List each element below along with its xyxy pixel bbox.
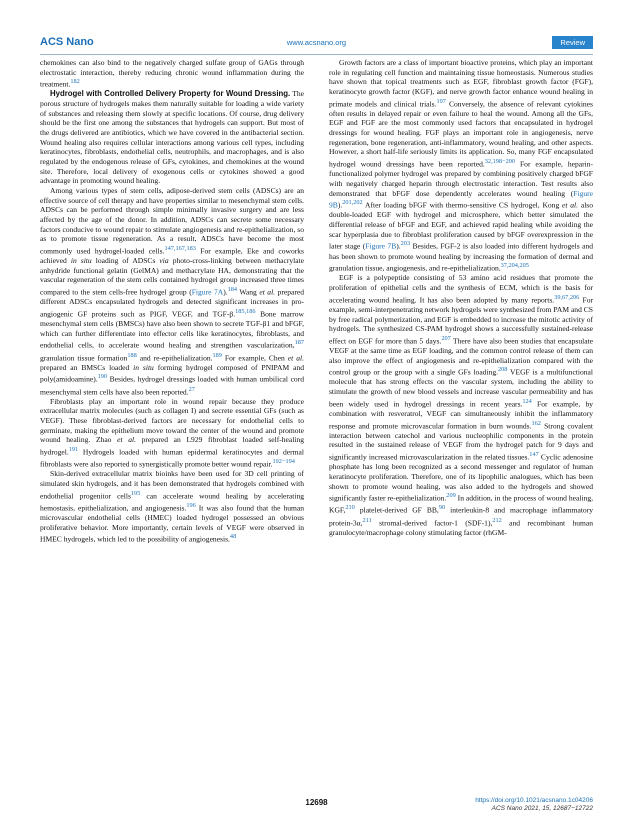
doi-link[interactable]: https://doi.org/10.1021/acsnano.1c04206 (475, 797, 593, 804)
citation-ref[interactable]: 192−194 (272, 458, 295, 466)
citation-ref[interactable]: 184 (227, 286, 238, 294)
citation-ref[interactable]: 207 (441, 334, 451, 342)
paragraph: EGF is a polypeptide consisting of 53 amino acid residues that promote the proliferation of epithelial cells and the synthesis of ECM, which is the basis for accelerating wound healing. It has also been adopted by many reports.$^{39,67,206}$ For example, semi-interpenetrating network hydrogels were synthesized from PAM and CS by free radical polymerization, and EGF is embedded to increase the mitotic activity of hydrogels. The synthesized CS-PAM hydrogel shows a successfully sustained-release effect on EGF for more than 5 days.$^{207}$ There have also been studies that encapsulate VEGF at the same time as EGF loading, and the common control release of them can also improve the effect of angiogenesis and re-epithelialization compared with the control group or the group with a single GFs loading.$^{208}$ VEGF is a multifunctional molecule that has strong effects on the vascular system, including the ability to stimulate the growth of new blood vessels and increase vascular permeability and has been widely used in hydrogel dressings in recent years.$^{124}$ For example, by combination with resveratrol, VEGF can simultaneously inhibit the inflammatory response and promote microvascular formation in burn wounds.$^{162}$ Strong covalent interaction between catechol and various nucleophilic components in the protein resulted in the sustained release of VEGF from the hydrogel patch for 9 days and significantly increased microvascularization in the related tissues.$^{147}$ Cyclic adenosine phosphate has long been recognized as a second messenger and regulator of human keratinocyte proliferation. Therefore, one of its lipophilic analogues, which has been shown to promote wound healing, was also added to the hydrogels and showed significantly faster re-epithelialization.$^{209}$ In addition, in the process of wound healing, KGF,$^{210}$ platelet-derived GF BB,$^{90}$ interleukin-8 and macrophage inflammatory protein-3α,$^{211}$ stromal-derived factor-1 (SDF-1),$^{212}$ and recombinant human granulocyte/macrophage colony stimulating factor (rhGM- (329, 273, 593, 537)
paragraph: Fibroblasts play an important role in wound repair because they produce extracellular matrix molecules (such as collagen I) and secrete essential GFs (such as VEGF). These fibroblast-derived factors are necessary for endothelial cells to germinate, making the epithelium move toward the center of the wound and promote wound healing. Zhao et al. prepared an L929 fibroblast loaded self-healing hydrogel.$^{191}$ Hydrogels loaded with human epidermal keratinocytes and dermal fibroblasts were also reported to synergistically promote better wound repair.$^{192-194}$ (40, 396, 304, 469)
citation-ref[interactable]: 191 (68, 446, 79, 454)
paragraph: Hydrogel with Controlled Delivery Property for Wound Dressing. The porous structure of hydrogels makes them naturally suitable for loading a wide variety of substances and releasing them slowly at specific locations. Of course, drug delivery should be the first one among the substances that hydrogels can support. But most of the drugs delivered are antibiotics, which we have covered in the antibacterial section. Wound healing also requires cellular interactions among various cell types, including keratinocytes, fibroblasts, endothelial cells, neutrophils, and macrophages, and is also regulated by the endogenous release of GFs, cytokines, and chemokines at the wound site. Therefore, local delivery of exogenous cells or cytokines showed a good advantage in promoting wound healing. (40, 89, 305, 186)
left-column (40, 58, 304, 545)
citation-text: ACS Nano 2021, 15, 12687−12722 (491, 805, 593, 812)
citation-ref[interactable]: 185,186 (235, 307, 256, 315)
citation-ref[interactable]: 210 (345, 504, 355, 512)
paragraph: Growth factors are a class of important bioactive proteins, which play an important role in regulating cell function and maintaining tissue homeostasis. Numerous studies have shown that topical treatments such as EGF, fibroblast growth factor (FGF), keratinocyte growth factor (KGF), and nerve growth factor enhance wound healing in primate models and clinical trials.$^{197}$ Conversely, the absence of relevant cytokines often results in delayed repair or even failure to heal the wound. Among all the GFs, EGF and FGF are the most commonly used factors that encapsulated in hydrogel dressings for wound healing. FGF plays an important role in angiogenesis, nerve regeneration, bone regeneration, anti-inflammatory, wound healing, and other aspects. However, a short half-life seriously limits its application. So, many FGF encapsulated hydrogel wound dressings have been reported.$^{32,198-200}$ For example, heparin-functionalized polymer hydrogel was prepared by combining positively charged bFGF with negatively charged heparin through electrostatic interaction. Test results also demonstrated that bFGF dose dependently accelerates wound healing (Figure 9B).$^{201,202}$ After loading bFGF with thermo-sensitive CS hydrogel, Kong et al. also double-loaded EGF with hydrogel and microsphere, which better simulated the differential release of bFGF and EGF, and achieved rapid healing while avoiding the scar hyperplasia due to fibroblast proliferation caused by bFGF overexpression in the later stage (Figure 7B).$^{203}$ Besides, FGF-2 is also loaded into different hydrogels and has been shown to promote wound healing by increasing the formation of dermal and granulation tissue, angiogenesis, and re-epithelialization.$^{37,204,205}$ (329, 58, 594, 273)
citation-ref[interactable]: 39,67,206 (554, 293, 580, 301)
citation-ref[interactable]: 187 (294, 339, 304, 347)
citation-ref[interactable]: 48 (229, 533, 237, 541)
citation-ref[interactable]: 27 (188, 385, 195, 393)
right-column (329, 58, 593, 537)
citation-ref[interactable]: 37,204,205 (500, 262, 529, 270)
citation-ref[interactable]: 209 (446, 492, 456, 500)
citation-ref[interactable]: 196 (186, 501, 196, 509)
citation-ref[interactable]: 162 (531, 419, 541, 427)
citation-ref[interactable]: 188 (127, 351, 137, 359)
figure-link[interactable]: Figure 7B (365, 241, 397, 251)
citation-ref[interactable]: 90 (438, 504, 446, 512)
journal-name[interactable]: ACS Nano (40, 36, 94, 48)
citation-ref[interactable]: 212 (492, 516, 502, 524)
figure-link[interactable]: Figure 7A (191, 287, 224, 297)
header-bar (40, 36, 593, 52)
citation-ref[interactable]: 124 (522, 397, 532, 405)
header-divider (40, 54, 593, 55)
citation-ref[interactable]: 147 (529, 451, 539, 459)
page-number: 12698 (305, 798, 328, 807)
citation-ref[interactable]: 203 (400, 240, 411, 248)
citation-ref[interactable]: 201,202 (342, 199, 363, 207)
citation-ref[interactable]: 211 (362, 516, 372, 524)
figure-link[interactable]: Figure 9B (329, 188, 593, 210)
citation-ref[interactable]: 190 (97, 373, 108, 381)
paragraph: chemokines can also bind to the negatively charged sulfate group of GAGs through electrostatic interaction, thereby reducing chronic wound inflammation during the treatment.$^{182}$ (40, 58, 304, 89)
journal-url[interactable]: www.acsnano.org (286, 38, 347, 47)
citation-ref[interactable]: 182 (70, 78, 80, 86)
citation-ref[interactable]: 195 (130, 489, 141, 497)
citation-ref[interactable]: 208 (497, 366, 508, 374)
article-type-badge: Review (552, 36, 593, 49)
paragraph: Skin-derived extracellular matrix bioinks have been used for 3D cell printing of simulated skin hydrogels, and it has been demonstrated that hydrogels combined with endothelial progenitor cells$^{195}$ can accelerate wound healing by accelerating hemostasis, epithelialization, and angiogenesis.$^{196}$ It was also found that the human microvascular endothelial cells (HMEC) loaded hydrogel possessed an obvious proliferative behavior. More importantly, certain levels of VEGF were observed in HMEC hydrogels, which led to the possibility of angiogenesis.$^{48}$ (40, 469, 305, 544)
section-heading: Hydrogel with Controlled Delivery Property for Wound Dressing. (50, 89, 291, 99)
footer-citation (475, 797, 593, 813)
citation-ref[interactable]: 197 (436, 97, 446, 105)
paragraph: Among various types of stem cells, adipose-derived stem cells (ADSCs) are an effective source of cell therapy and have properties similar to mesenchymal stem cells. ADSCs can be performed through simple minimally invasive surgery and are less affected by the age of the donor. In addition, ADSCs can secrete some necessary factors conducive to wound repair to stimulate angiogenesis and re-epithelialization, so as to promote tissue regeneration. As a result, ADSCs have become the most commonly used hydrogel-loaded cells.$^{147,167,183}$ For example, Eke and coworks achieved in situ loading of ADSCs via photo-cross-linking between methacrylate anhydride functional gelatin (GelMA) and methacrylate HA, demonstrating that the vascular regeneration of the stem cells contained hydrogel group increased three times compared to the stem cells-free hydrogel group (Figure 7A).$^{184}$ Wang et al. prepared different ADSCs encapsulated hydrogels and detected significant increases in pro-angiogenic GF proteins such as PIGF, VEGF, and TGF-β.$^{185,186}$ Bone marrow mesenchymal stem cells (BMSCs) have also been shown to secrete TGF-β1 and bFGF, which can further differentiate into effector cells like keratinocytes, fibroblasts, and endothelial cells, to accelerate wound healing and strengthen vascularization,$^{187}$ granulation tissue formation$^{188}$ and re-epithelialization.$^{189}$ For example, Chen et al. prepared an BMSCs loaded in situ forming hydrogel composed of PNIPAM and poly(amidoamine).$^{190}$ Besides, hydrogel dressings loaded with human umbilical cord mesenchymal stem cells have also been reported.$^{27}$ (40, 186, 304, 397)
citation-ref[interactable]: 147,167,183 (164, 244, 196, 252)
citation-ref[interactable]: 32,198−200 (484, 158, 516, 166)
citation-ref[interactable]: 189 (212, 351, 222, 359)
